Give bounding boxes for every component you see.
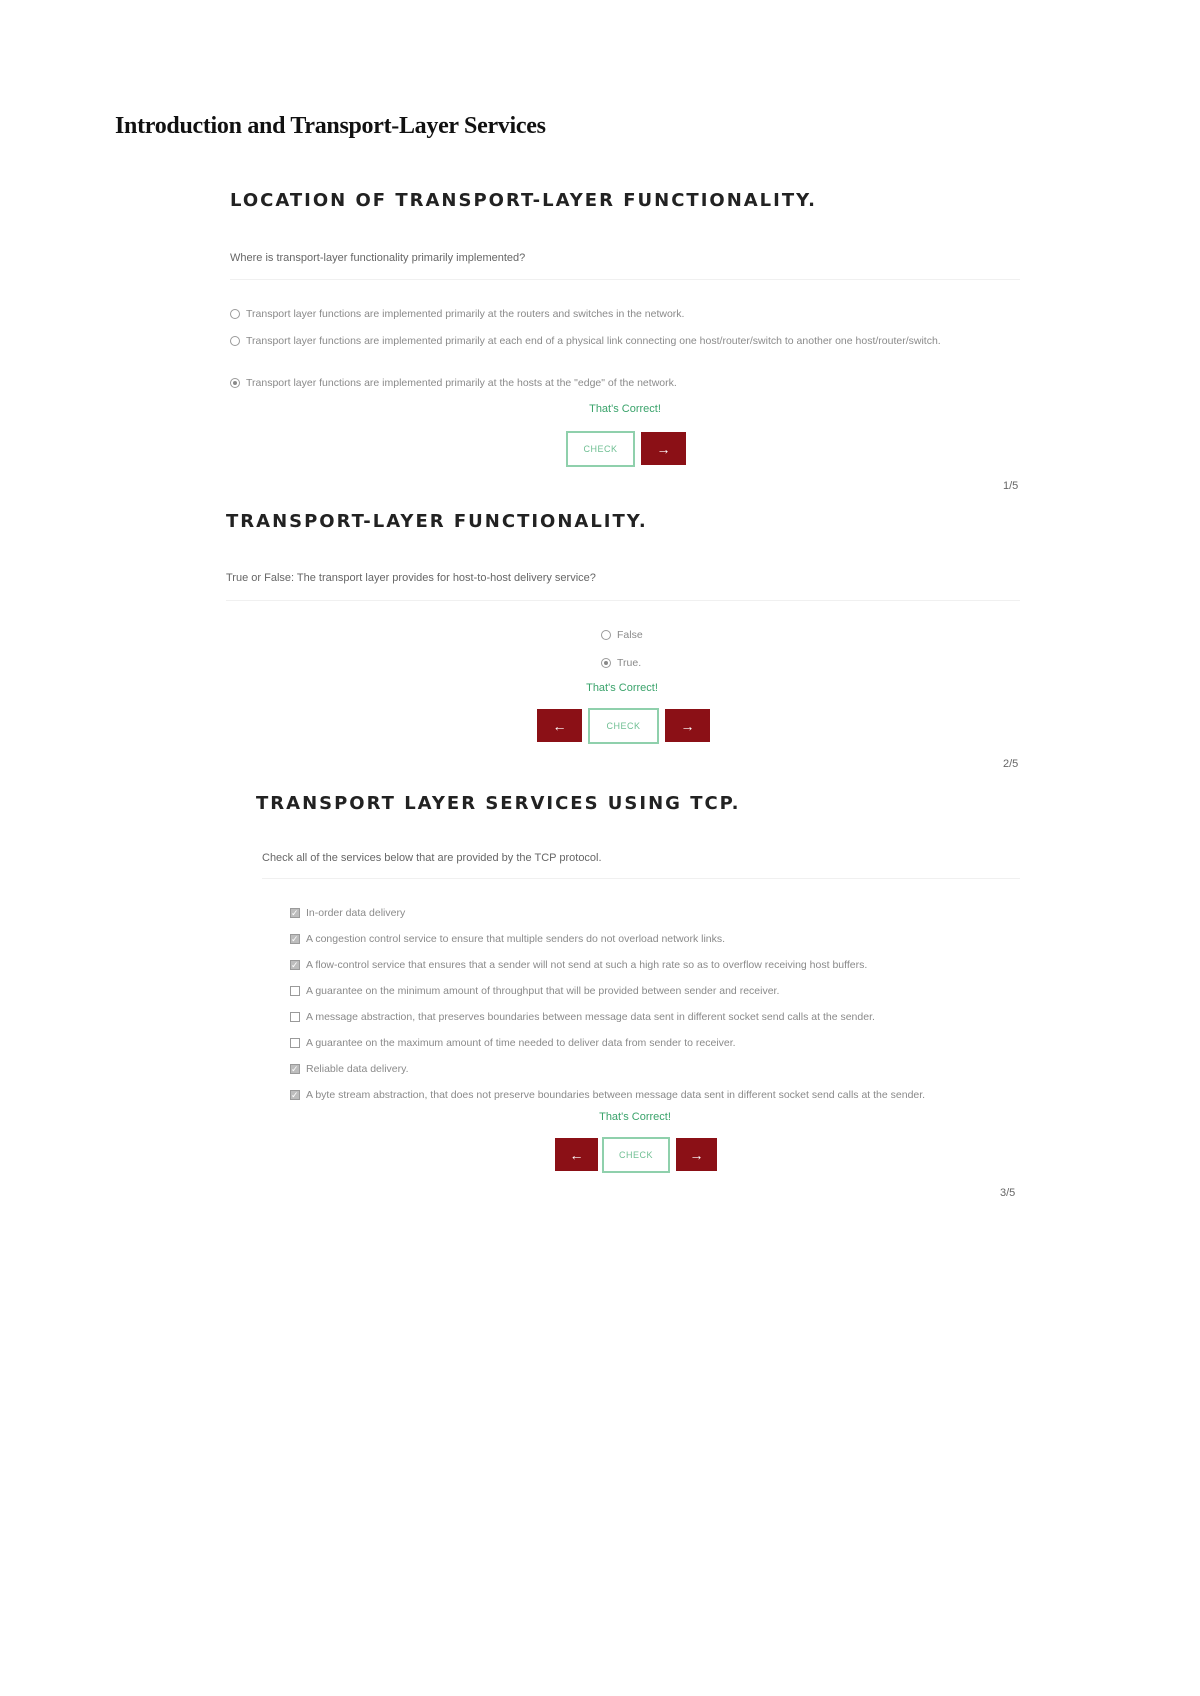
- question-counter: 1/5: [1003, 480, 1019, 492]
- checkbox-option[interactable]: [290, 1036, 736, 1050]
- radio-button[interactable]: [601, 630, 611, 640]
- divider: [230, 279, 1020, 280]
- checkbox-option[interactable]: [290, 958, 867, 972]
- quiz-question: True or False: The transport layer provides for host-to-host delivery service?: [226, 572, 596, 584]
- checkbox-unchecked[interactable]: [290, 986, 300, 996]
- check-button[interactable]: CHECK: [566, 431, 635, 467]
- option-label: A flow-control service that ensures that a sender will not send at such a high rate so as to overflow receiving host buffers.: [306, 959, 868, 971]
- radio-button-selected[interactable]: [230, 378, 240, 388]
- checkbox-checked[interactable]: [290, 960, 300, 970]
- quiz-question: Check all of the services below that are provided by the TCP protocol.: [262, 852, 602, 864]
- radio-button[interactable]: [230, 309, 240, 319]
- feedback-correct: That's Correct!: [599, 1111, 671, 1123]
- next-button[interactable]: →: [665, 709, 710, 742]
- next-button[interactable]: →: [676, 1138, 717, 1171]
- question-counter: 3/5: [1000, 1187, 1016, 1199]
- answer-option[interactable]: [601, 656, 641, 670]
- option-label: Transport layer functions are implemented primarily at each end of a physical link connecting one host/router/switch to another one host/router/switch.: [246, 335, 941, 347]
- quiz-card-location: [230, 190, 1020, 211]
- checkbox-option[interactable]: [290, 932, 725, 946]
- divider: [262, 878, 1020, 879]
- check-button[interactable]: CHECK: [602, 1137, 670, 1173]
- option-label: A message abstraction, that preserves boundaries between message data sent in different socket send calls at the sender.: [306, 1011, 875, 1023]
- quiz-card-functionality: [226, 511, 1020, 532]
- checkbox-option[interactable]: [290, 1088, 925, 1102]
- option-label: A guarantee on the minimum amount of throughput that will be provided between sender and receiver.: [306, 985, 780, 997]
- answer-option[interactable]: [601, 628, 643, 642]
- answer-option[interactable]: [230, 376, 1010, 390]
- checkbox-option[interactable]: [290, 984, 779, 998]
- checkbox-checked[interactable]: [290, 908, 300, 918]
- feedback-correct: That's Correct!: [586, 682, 658, 694]
- checkbox-unchecked[interactable]: [290, 1038, 300, 1048]
- checkbox-unchecked[interactable]: [290, 1012, 300, 1022]
- next-button[interactable]: →: [641, 432, 686, 465]
- document-title: Introduction and Transport-Layer Services: [115, 113, 546, 139]
- checkbox-option[interactable]: [290, 906, 405, 920]
- option-label: A guarantee on the maximum amount of time needed to deliver data from sender to receiver.: [306, 1037, 736, 1049]
- option-label: A congestion control service to ensure that multiple senders do not overload network links.: [306, 933, 726, 945]
- checkbox-checked[interactable]: [290, 1064, 300, 1074]
- answer-option[interactable]: [230, 334, 1010, 348]
- option-label: A byte stream abstraction, that does not preserve boundaries between message data sent in different socket send calls at the sender.: [306, 1089, 926, 1101]
- divider: [226, 600, 1020, 601]
- quiz-heading: LOCATION OF TRANSPORT-LAYER FUNCTIONALITY.: [230, 190, 818, 211]
- checkbox-checked[interactable]: [290, 934, 300, 944]
- answer-option[interactable]: [230, 307, 1010, 321]
- quiz-heading: TRANSPORT LAYER SERVICES USING TCP.: [256, 793, 741, 814]
- feedback-correct: That's Correct!: [589, 403, 661, 415]
- radio-button-selected[interactable]: [601, 658, 611, 668]
- checkbox-checked[interactable]: [290, 1090, 300, 1100]
- option-label: Transport layer functions are implemented primarily at the hosts at the "edge" of the network.: [246, 377, 677, 389]
- option-label: Transport layer functions are implemented primarily at the routers and switches in the network.: [246, 308, 685, 320]
- quiz-heading: TRANSPORT-LAYER FUNCTIONALITY.: [226, 511, 648, 532]
- checkbox-option[interactable]: [290, 1010, 875, 1024]
- option-label: In-order data delivery: [306, 907, 406, 919]
- previous-button[interactable]: ←: [537, 709, 582, 742]
- option-label: False: [617, 629, 643, 641]
- previous-button[interactable]: ←: [555, 1138, 598, 1171]
- quiz-card-tcp-services: [256, 793, 1016, 814]
- check-button[interactable]: CHECK: [588, 708, 659, 744]
- checkbox-option[interactable]: [290, 1062, 409, 1076]
- quiz-question: Where is transport-layer functionality primarily implemented?: [230, 252, 526, 264]
- question-counter: 2/5: [1003, 758, 1019, 770]
- radio-button[interactable]: [230, 336, 240, 346]
- option-label: Reliable data delivery.: [306, 1063, 409, 1075]
- option-label: True.: [617, 657, 642, 669]
